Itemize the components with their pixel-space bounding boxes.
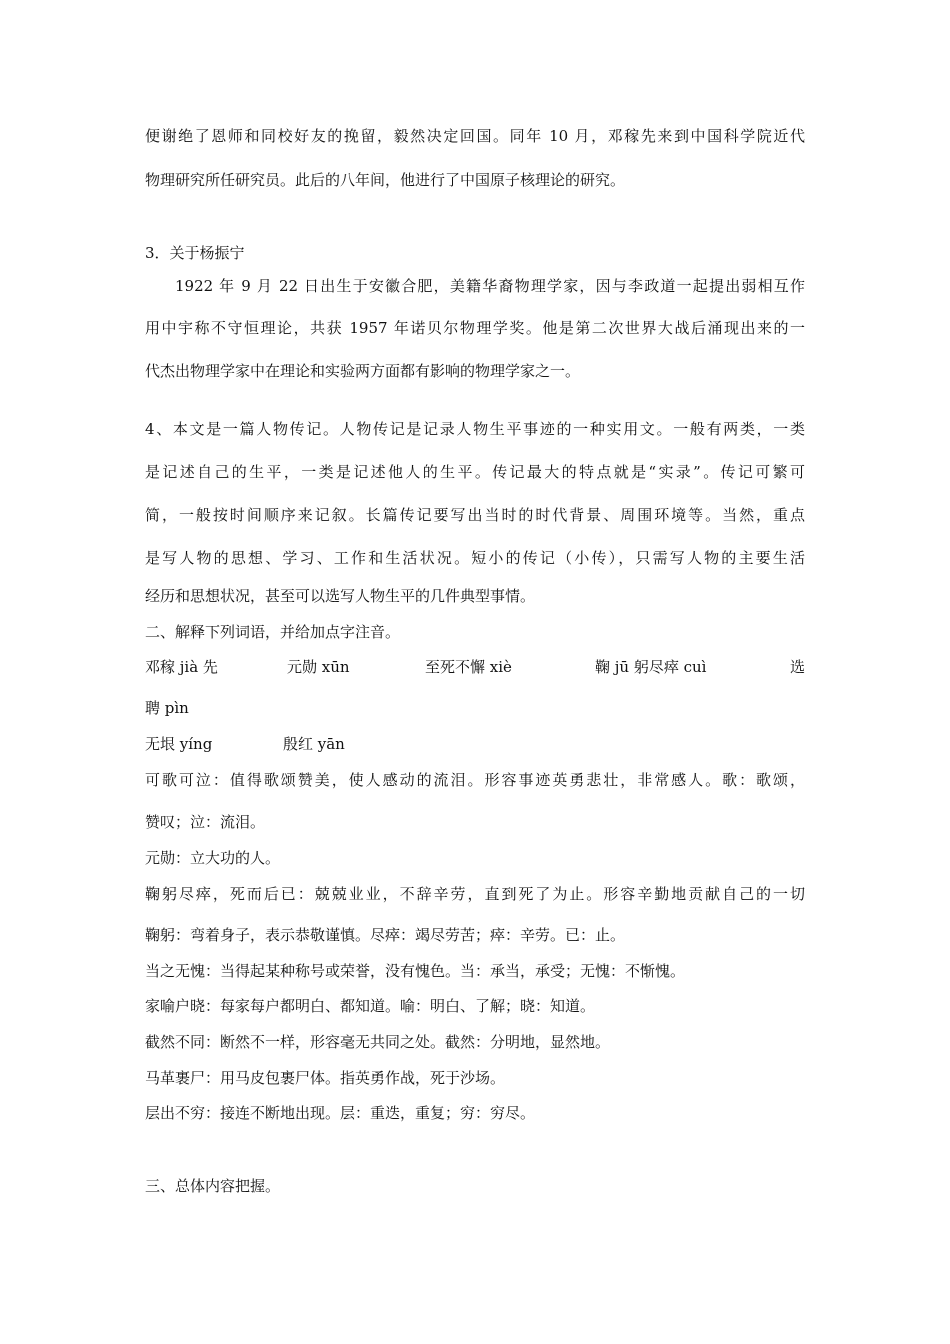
definition-line: 鞠躬：弯着身子，表示恭敬谨慎。尽瘁：竭尽劳苦；瘁：辛劳。已：止。	[145, 926, 626, 944]
vocab-term: 至死不懈 xiè	[425, 658, 512, 676]
definition-line: 赞叹；泣：流泪。	[145, 813, 266, 831]
definition-line: 元勋：立大功的人。	[145, 849, 281, 867]
intro-line-1: 便谢绝了恩师和同校好友的挽留，毅然决定回国。同年 10 月，邓稼先来到中国科学院近代	[145, 127, 805, 145]
section3-heading: 3．关于杨振宁	[145, 244, 245, 262]
section4-line-1: 4、本文是一篇人物传记。人物传记是记录人物生平事迹的一种实用文。一般有两类，一类	[145, 420, 805, 438]
vocab-row-1	[145, 657, 805, 677]
vocab-term: 无垠 yíng	[145, 735, 213, 753]
part3-heading: 三、总体内容把握。	[145, 1177, 281, 1195]
definition-line: 马革裹尸：用马皮包裹尸体。指英勇作战，死于沙场。	[145, 1069, 506, 1087]
section3-line-1: 1922 年 9 月 22 日出生于安徽合肥，美籍华裔物理学家，因与李政道一起提出弱相互作	[175, 277, 805, 295]
definition-line: 可歌可泣：值得歌颂赞美，使人感动的流泪。形容事迹英勇悲壮，非常感人。歌：歌颂，	[145, 771, 805, 789]
definition-line: 当之无愧：当得起某种称号或荣誉，没有愧色。当：承当，承受；无愧：不惭愧。	[145, 962, 686, 980]
part2-heading: 二、解释下列词语，并给加点字注音。	[145, 623, 401, 641]
vocab-term: 殷红 yān	[283, 735, 345, 753]
section3-line-2: 用中宇称不守恒理论，共获 1957 年诺贝尔物理学奖。他是第二次世界大战后涌现出来的一	[145, 319, 805, 337]
vocab-row-1-continued: 聘 pìn	[145, 699, 189, 717]
definition-line: 鞠躬尽瘁，死而后已：兢兢业业，不辞辛劳，直到死了为止。形容辛勤地贡献自己的一切	[145, 885, 805, 903]
section4-line-5: 经历和思想状况，甚至可以选写人物生平的几件典型事情。	[145, 587, 536, 605]
intro-line-2: 物理研究所任研究员。此后的八年间，他进行了中国原子核理论的研究。	[145, 171, 626, 189]
section3-line-3: 代杰出物理学家中在理论和实验两方面都有影响的物理学家之一。	[145, 362, 581, 380]
section4-line-3: 简，一般按时间顺序来记叙。长篇传记要写出当时的时代背景、周围环境等。当然，重点	[145, 506, 805, 524]
section4-line-2: 是记述自己的生平，一类是记述他人的生平。传记最大的特点就是“实录”。传记可繁可	[145, 463, 805, 481]
vocab-row-2	[145, 734, 805, 754]
vocab-term: 鞠 jū 躬尽瘁 cuì	[595, 658, 707, 676]
vocab-term: 邓稼 jià 先	[145, 658, 218, 676]
definition-line: 家喻户晓：每家每户都明白、都知道。喻：明白、了解；晓：知道。	[145, 997, 596, 1015]
section4-line-4: 是写人物的思想、学习、工作和生活状况。短小的传记（小传），只需写人物的主要生活	[145, 549, 805, 567]
vocab-term: 元勋 xūn	[287, 658, 350, 676]
definition-line: 截然不同：断然不一样，形容毫无共同之处。截然：分明地，显然地。	[145, 1033, 611, 1051]
definition-line: 层出不穷：接连不断地出现。层：重迭，重复；穷：穷尽。	[145, 1104, 536, 1122]
vocab-term: 选	[790, 658, 806, 676]
